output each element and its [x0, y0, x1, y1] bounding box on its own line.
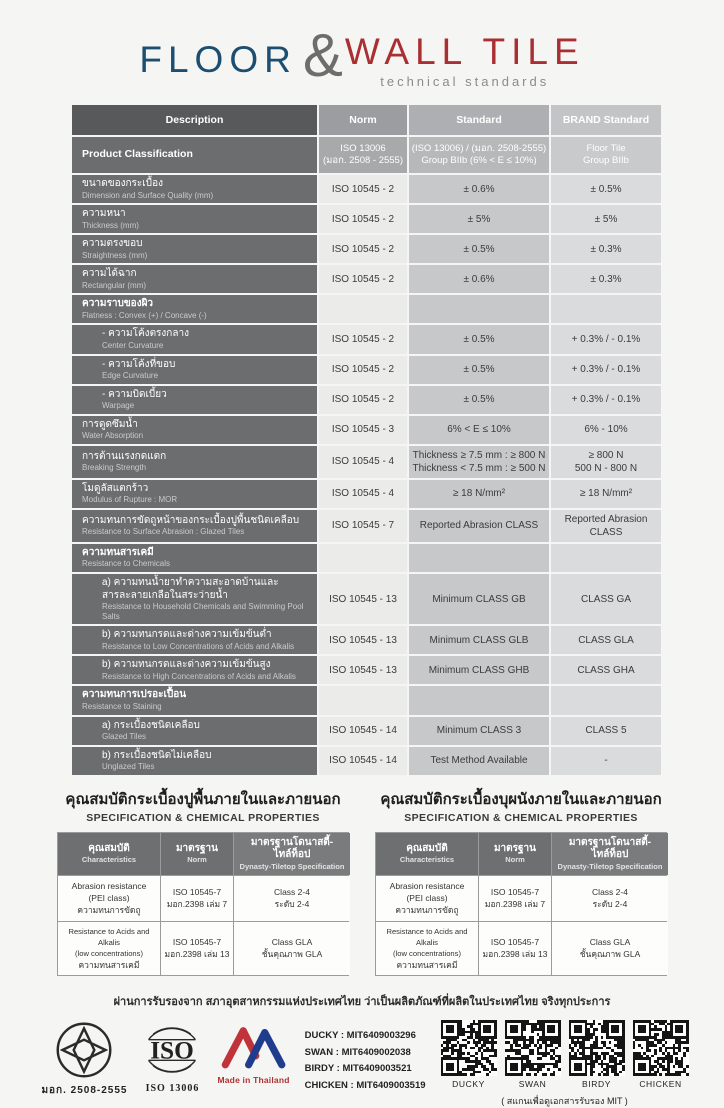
- row-standard: Minimum CLASS GHB: [409, 656, 549, 684]
- row-description: - ความบิดเบี้ยว Warpage: [72, 386, 317, 414]
- row-description: การดูดซึมน้ำ Water Absorption: [72, 416, 317, 444]
- row-brand: ± 0.5%: [551, 175, 661, 203]
- spec-cell-spec: Class 2-4 ระดับ 2-4: [552, 876, 668, 921]
- row-norm: ISO 10545 - 14: [319, 747, 407, 775]
- row-brand: Reported Abrasion CLASS: [551, 510, 661, 542]
- iso-label: ISO 13006: [145, 1082, 200, 1094]
- row-description: การต้านแรงกดแตก Breaking Strength: [72, 446, 317, 478]
- row-norm: ISO 10545 - 2: [319, 175, 407, 203]
- qr-code-chicken-icon: [633, 1020, 689, 1076]
- spec-header-characteristics: คุณสมบัติ Characteristics: [58, 833, 160, 875]
- row-description: b) กระเบื้องชนิดไม่เคลือบ Unglazed Tiles: [72, 747, 317, 775]
- row-description: a) กระเบื้องชนิดเคลือบ Glazed Tiles: [72, 717, 317, 745]
- row-standard: ± 0.5%: [409, 325, 549, 353]
- row-brand: ± 0.3%: [551, 265, 661, 293]
- row-description: b) ความทนกรดและด่างความเข้มข้นต่ำ Resistance to Low Concentrations of Acids and Alkalis: [72, 626, 317, 654]
- qr-caption: ( สแกนเพื่อดูเอกสารรับรอง MIT ): [501, 1095, 628, 1106]
- row-norm: ISO 10545 - 2: [319, 386, 407, 414]
- spec-table-subtitle: SPECIFICATION & CHEMICAL PROPERTIES: [86, 811, 320, 824]
- row-description: ความทนการเปรอะเปื้อน Resistance to Staining: [72, 686, 317, 714]
- ampersand-icon: &: [302, 22, 343, 89]
- header-norm: Norm: [319, 105, 407, 135]
- row-norm: ISO 10545 - 7: [319, 510, 407, 542]
- row-description: ขนาดของกระเบื้อง Dimension and Surface Quality (mm): [72, 175, 317, 203]
- standards-table: [72, 105, 661, 775]
- row-brand: + 0.3% / - 0.1%: [551, 325, 661, 353]
- spec-header-specification: มาตรฐานโดนาสตี้-ไทล์ท็อป Dynasty-Tiletop Specification: [234, 833, 350, 875]
- tis-label: มอก. 2508-2555: [41, 1084, 128, 1096]
- row-standard: Reported Abrasion CLASS: [409, 510, 549, 542]
- row-norm: ISO 10545 - 2: [319, 356, 407, 384]
- row-brand: + 0.3% / - 0.1%: [551, 386, 661, 414]
- classification-label: Product Classification: [72, 137, 317, 173]
- row-standard: ± 5%: [409, 205, 549, 233]
- row-standard: ± 0.5%: [409, 235, 549, 263]
- row-description: ความราบของผิว Flatness : Convex (+) / Concave (-): [72, 295, 317, 323]
- brand-logo: [0, 0, 724, 89]
- row-norm: ISO 10545 - 2: [319, 265, 407, 293]
- row-description: ความทนสารเคมี Resistance to Chemicals: [72, 544, 317, 572]
- row-norm: ISO 10545 - 14: [319, 717, 407, 745]
- mit-label: Made in Thailand: [217, 1074, 290, 1085]
- row-brand: CLASS GA: [551, 574, 661, 624]
- row-standard: [409, 544, 549, 572]
- header-standard: Standard: [409, 105, 549, 135]
- spec-cell-spec: Class GLA ชั้นคุณภาพ GLA: [234, 922, 350, 975]
- row-norm: ISO 10545 - 13: [319, 656, 407, 684]
- row-norm: [319, 686, 407, 714]
- qr-code-ducky-icon: [441, 1020, 497, 1076]
- spec-cell-spec: Class GLA ชั้นคุณภาพ GLA: [552, 922, 668, 975]
- iso-logo-icon: [142, 1020, 202, 1080]
- certificate-swan: SWAN : MIT6409002038: [304, 1046, 411, 1058]
- qr-item-birdy: [569, 1020, 625, 1089]
- row-brand: CLASS GHA: [551, 656, 661, 684]
- tis-logo-icon: [54, 1020, 114, 1080]
- qr-label: DUCKY: [452, 1078, 485, 1089]
- floor-spec-table: [57, 791, 349, 976]
- certificate-ducky: DUCKY : MIT6409003296: [304, 1029, 416, 1041]
- spec-header-norm: มาตรฐาน Norm: [161, 833, 233, 875]
- row-standard: ± 0.5%: [409, 356, 549, 384]
- header-description: Description: [72, 105, 317, 135]
- row-description: ความได้ฉาก Rectangular (mm): [72, 265, 317, 293]
- certificate-chicken: CHICKEN : MIT6409003519: [304, 1080, 426, 1092]
- logo-floor-text: FLOOR: [139, 38, 297, 80]
- row-brand: CLASS GLA: [551, 626, 661, 654]
- qr-label: SWAN: [518, 1078, 547, 1089]
- row-norm: ISO 10545 - 2: [319, 325, 407, 353]
- classification-brand: Floor Tile Group BIIb: [551, 137, 661, 173]
- row-norm: ISO 10545 - 4: [319, 446, 407, 478]
- row-standard: ± 0.5%: [409, 386, 549, 414]
- row-brand: 6% - 10%: [551, 416, 661, 444]
- row-standard: 6% < E ≤ 10%: [409, 416, 549, 444]
- spec-cell-characteristics: Abrasion resistance (PEI class) ความทนการขัดถู: [376, 876, 478, 921]
- row-norm: [319, 544, 407, 572]
- row-description: ความตรงขอบ Straightness (mm): [72, 235, 317, 263]
- header-brand-standard: BRAND Standard: [551, 105, 661, 135]
- iso-logo-block: [142, 1020, 202, 1094]
- certificate-birdy: BIRDY : MIT6409003521: [304, 1063, 412, 1075]
- row-brand: [551, 295, 661, 323]
- mit-logo-block: [217, 1020, 289, 1085]
- spec-cell-characteristics: Resistance to Acids and Alkalis (low concentrations) ความทนสารเคมี: [58, 922, 160, 975]
- classification-norm: ISO 13006 (มอก. 2508 - 2555): [319, 137, 407, 173]
- row-norm: ISO 10545 - 3: [319, 416, 407, 444]
- row-brand: ± 0.3%: [551, 235, 661, 263]
- spec-cell-norm: ISO 10545-7 มอก.2398 เล่ม 7: [479, 876, 551, 921]
- row-standard: Thickness ≥ 7.5 mm : ≥ 800 N Thickness < 7.5 mm : ≥ 500 N: [409, 446, 549, 478]
- qr-item-ducky: [441, 1020, 497, 1089]
- row-norm: ISO 10545 - 4: [319, 480, 407, 508]
- spec-header-norm: มาตรฐาน Norm: [479, 833, 551, 875]
- row-norm: ISO 10545 - 13: [319, 574, 407, 624]
- row-brand: [551, 544, 661, 572]
- row-brand: + 0.3% / - 0.1%: [551, 356, 661, 384]
- row-description: - ความโค้งตรงกลาง Center Curvature: [72, 325, 317, 353]
- spec-header-specification: มาตรฐานโดนาสตี้-ไทล์ท็อป Dynasty-Tiletop Specification: [552, 833, 668, 875]
- row-standard: Minimum CLASS GB: [409, 574, 549, 624]
- svg-text:ISO: ISO: [150, 1036, 195, 1065]
- spec-table-title: คุณสมบัติกระเบื้องบุผนังภายในและภายนอก: [380, 790, 662, 808]
- row-standard: ± 0.6%: [409, 265, 549, 293]
- row-norm: ISO 10545 - 2: [319, 205, 407, 233]
- wall-spec-table: [375, 791, 667, 976]
- row-standard: ± 0.6%: [409, 175, 549, 203]
- row-brand: CLASS 5: [551, 717, 661, 745]
- row-norm: ISO 10545 - 2: [319, 235, 407, 263]
- tis-logo-block: [41, 1020, 127, 1098]
- row-description: a) ความทนน้ำยาทำความสะอาดบ้านและสารละลายเกลือในสระว่ายน้ำ Resistance to Household Chemicals and Swimming Pool Salts: [72, 574, 317, 624]
- certificate-numbers: [305, 1029, 426, 1094]
- qr-item-chicken: [633, 1020, 689, 1089]
- footer-logos: [30, 1020, 700, 1108]
- row-standard: Minimum CLASS 3: [409, 717, 549, 745]
- spec-header-characteristics: คุณสมบัติ Characteristics: [376, 833, 478, 875]
- logo-subtitle: technical standards: [380, 73, 550, 89]
- made-in-thailand-icon: [218, 1020, 290, 1072]
- row-description: b) ความทนกรดและด่างความเข้มข้นสูง Resistance to High Concentrations of Acids and Alkalis: [72, 656, 317, 684]
- spec-table-subtitle: SPECIFICATION & CHEMICAL PROPERTIES: [404, 811, 638, 824]
- row-standard: ≥ 18 N/mm²: [409, 480, 549, 508]
- row-brand: ≥ 800 N 500 N - 800 N: [551, 446, 661, 478]
- row-description: ความหนา Thickness (mm): [72, 205, 317, 233]
- spec-cell-norm: ISO 10545-7 มอก.2398 เล่ม 13: [479, 922, 551, 975]
- row-brand: ≥ 18 N/mm²: [551, 480, 661, 508]
- logo-wall-tile-text: WALL TILE: [344, 30, 585, 72]
- row-standard: Test Method Available: [409, 747, 549, 775]
- row-standard: Minimum CLASS GLB: [409, 626, 549, 654]
- qr-label: BIRDY: [582, 1078, 612, 1089]
- row-norm: ISO 10545 - 13: [319, 626, 407, 654]
- classification-standard: (ISO 13006) / (มอก. 2508-2555) Group BIIb (6% < E ≤ 10%): [409, 137, 549, 173]
- qr-code-strip: [441, 1020, 689, 1108]
- row-brand: ± 5%: [551, 205, 661, 233]
- qr-code-birdy-icon: [569, 1020, 625, 1076]
- spec-cell-characteristics: Resistance to Acids and Alkalis (low concentrations) ความทนสารเคมี: [376, 922, 478, 975]
- qr-label: CHICKEN: [639, 1078, 682, 1089]
- row-brand: [551, 686, 661, 714]
- row-description: ความทนการขัดถูหน้าของกระเบื้องปูพื้นชนิดเคลือบ Resistance to Surface Abrasion : Glazed Tiles: [72, 510, 317, 542]
- spec-cell-spec: Class 2-4 ระดับ 2-4: [234, 876, 350, 921]
- row-standard: [409, 295, 549, 323]
- row-description: โมดูลัสแตกร้าว Modulus of Rupture : MOR: [72, 480, 317, 508]
- spec-cell-norm: ISO 10545-7 มอก.2398 เล่ม 13: [161, 922, 233, 975]
- certification-statement: ผ่านการรับรองจาก สภาอุตสาหกรรมแห่งประเทศไทย ว่าเป็นผลิตภัณฑ์ที่ผลิตในประเทศไทย จริงทุกประการ: [113, 995, 611, 1008]
- row-standard: [409, 686, 549, 714]
- row-brand: -: [551, 747, 661, 775]
- row-norm: [319, 295, 407, 323]
- qr-item-swan: [505, 1020, 561, 1089]
- row-description: - ความโค้งที่ขอบ Edge Curvature: [72, 356, 317, 384]
- spec-cell-characteristics: Abrasion resistance (PEI class) ความทนการขัดถู: [58, 876, 160, 921]
- spec-cell-norm: ISO 10545-7 มอก.2398 เล่ม 7: [161, 876, 233, 921]
- spec-table-title: คุณสมบัติกระเบื้องปูพื้นภายในและภายนอก: [65, 790, 341, 808]
- qr-code-swan-icon: [505, 1020, 561, 1076]
